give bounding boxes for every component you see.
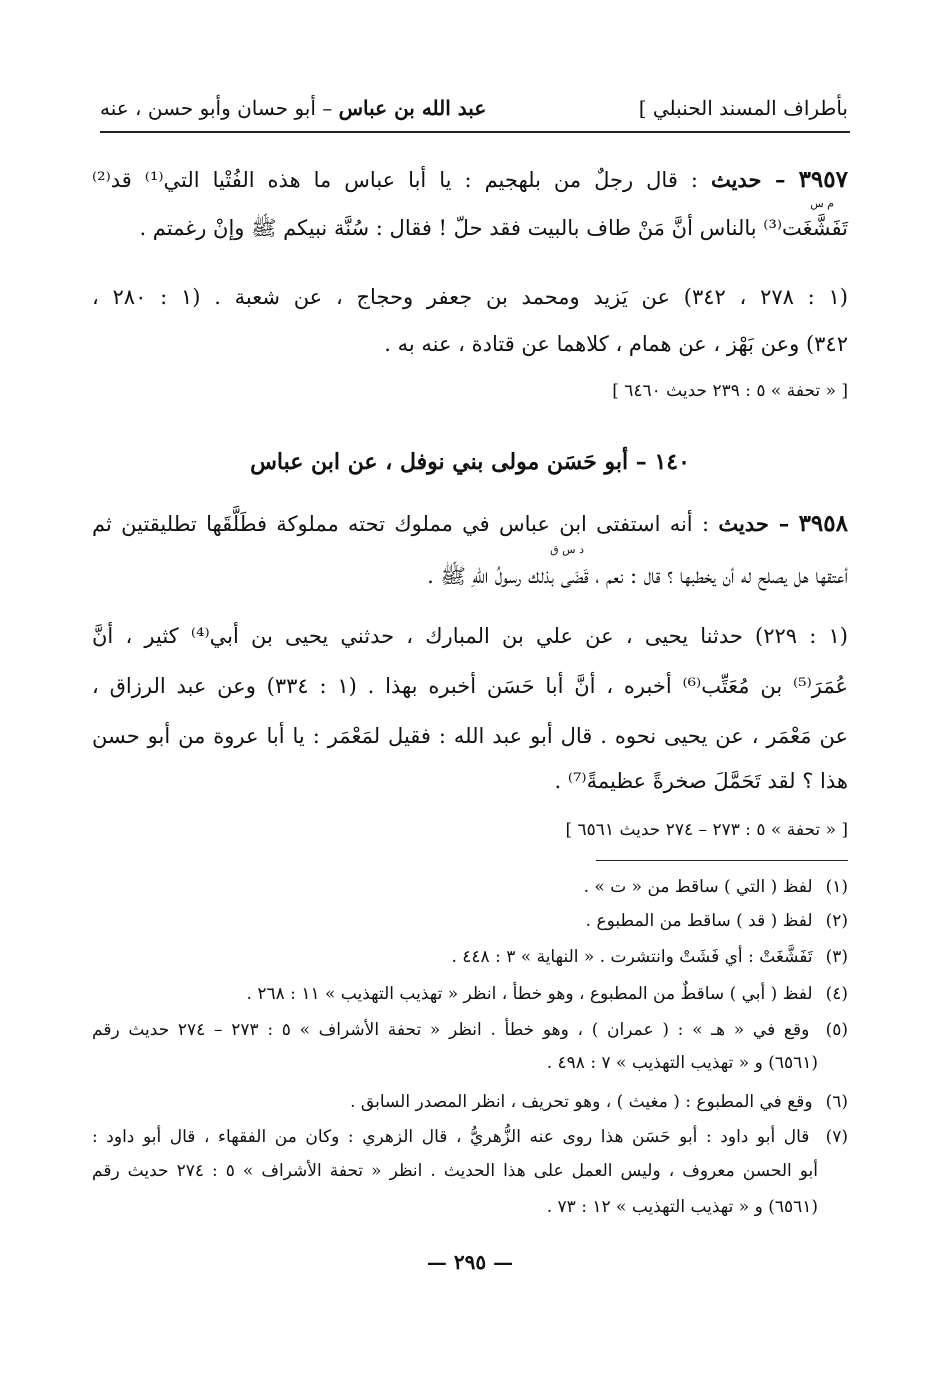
- hadith-3958-isnad2: عُمَرَ⁽⁵⁾ بن مُعَتِّب⁽⁶⁾ أخبره ، أنَّ أبا حَسَن أخبره بهذا . (١ : ٣٣٤) وعن عبد الرزاق ،: [92, 674, 848, 698]
- hadith-3957-text1: : قال رجلٌ من بلهجيم : يا أبا عباس ما هذه الفُتْيا التي⁽¹⁾ قد⁽²⁾: [92, 168, 698, 192]
- footnote-4-number: (٤): [825, 984, 848, 1004]
- section-140-title: ١٤٠ – أبو حَسَن مولى بني نوفل ، عن ابن عباس: [250, 449, 690, 475]
- footnote-7-number: (٧): [825, 1127, 848, 1147]
- footnote-separator: [596, 860, 848, 861]
- footnote-7: [92, 1127, 848, 1147]
- footnote-1-text: لفظ ( التي ) ساقط من « ت » .: [583, 877, 813, 897]
- hadith-3957-tuhfa-ref: [ « تحفة » ٥ : ٢٣٩ حديث ٦٤٦٠ ]: [612, 381, 848, 401]
- footnote-5-cont: (٦٥٦١) و « تهذيب التهذيب » ٧ : ٤٩٨ .: [546, 1053, 818, 1073]
- hadith-3957-sigla: م س: [810, 197, 834, 210]
- footnote-3-text: تَفَشَّغَتْ : أي فَشَتْ وانتشرت . « النهاية » ٣ : ٤٤٨ .: [451, 947, 813, 967]
- footnote-4: [92, 984, 848, 1004]
- page-number: — ٢٩٥ —: [426, 1250, 514, 1274]
- footnote-6: [92, 1092, 848, 1112]
- footnote-5-text: وقع في « هـ » : ( عمران ) ، وهو خطأ . انظر « تحفة الأشراف » ٥ : ٢٧٣ – ٢٧٤ حديث رقم: [92, 1020, 810, 1040]
- hadith-3957-number: ٣٩٥٧: [798, 166, 848, 193]
- footnote-6-text: وقع في المطبوع : ( مغيث ) ، وهو تحريف ، انظر المصدر السابق .: [350, 1092, 813, 1112]
- hadith-3957-line2: تَفَشَّغَت⁽³⁾ بالناس أنَّ مَنْ طاف بالبيت فقد حلّ ! فقال : سُنَّة نبيكم ﷺ وإنْ رغمتم .: [139, 216, 848, 240]
- hadith-3958-number: ٣٩٥٨: [798, 510, 848, 537]
- hadith-3958-isnad4: هذا ؟ لقد تَحَمَّلَ صخرةً عظيمةً⁽⁷⁾ .: [554, 769, 848, 793]
- header-chapter: [100, 96, 486, 120]
- header-chapter-bold: عبد الله بن عباس: [338, 96, 487, 120]
- hadith-3957-line1: [92, 166, 848, 193]
- hadith-3957-keyword: – حديث: [710, 167, 786, 192]
- hadith-3958-keyword: – حديث: [718, 511, 790, 536]
- hadith-3957-isnad1: (١ : ٢٧٨ ، ٣٤٢) عن يَزيد ومحمد بن جعفر وحجاج ، عن شعبة . (١ : ٢٨٠ ،: [92, 285, 848, 309]
- footnote-7-cont1: أبو الحسن معروف ، وليس العمل على هذا الحديث . انظر « تحفة الأشراف » ٥ : ٢٧٤ حديث رقم: [92, 1161, 818, 1181]
- hadith-3958-text1: : أنه استفتى ابن عباس في مملوك تحته مملوكة فطَلَّقَها تطليقتين ثم: [92, 512, 710, 536]
- hadith-3958-line1: [92, 510, 848, 537]
- header-chapter-rest: – أبو حسان وأبو حسن ، عنه: [100, 96, 333, 120]
- footnote-2-number: (٢): [825, 911, 848, 931]
- footnote-6-number: (٦): [825, 1092, 848, 1112]
- footnote-1: [92, 877, 848, 897]
- footnote-1-number: (١): [825, 877, 848, 897]
- hadith-3957-isnad2: ٣٤٢) وعن بَهْز ، عن همام ، كلاهما عن قتادة ، عنه به .: [384, 332, 848, 356]
- hadith-3958-tuhfa-ref: [ « تحفة » ٥ : ٢٧٣ – ٢٧٤ حديث ٦٥٦١ ]: [565, 820, 848, 840]
- footnote-5-number: (٥): [825, 1020, 848, 1040]
- footnote-7-cont2: (٦٥٦١) و « تهذيب التهذيب » ١٢ : ٧٣ .: [546, 1197, 818, 1217]
- hadith-3958-line2: أعتقها هل يصلح له أن يخطبها ؟ قال : نعم ، قَضَى بذلك رسولُ اللهِ ﷺ .: [427, 564, 848, 588]
- footnote-2-text: لفظ ( قد ) ساقط من المطبوع .: [585, 911, 813, 931]
- hadith-3958-isnad3: عن مَعْمَر ، عن يحيى نحوه . قال أبو عبد الله : فقيل لمَعْمَر : يا أبا عروة من أبو حسن: [92, 724, 848, 748]
- footnote-5: [92, 1020, 848, 1040]
- hadith-3958-sigla: د س ق: [550, 543, 584, 556]
- footnote-3-number: (٣): [825, 947, 848, 967]
- header-rule: [100, 131, 850, 133]
- header-book-title: بأطراف المسند الحنبلي ]: [638, 96, 848, 120]
- footnote-7-text: قال أبو داود : أبو حَسَن هذا روى عنه الزُّهريُّ ، قال الزهري : وكان من الفقهاء ، قال أبو داود :: [92, 1127, 810, 1147]
- footnote-2: [92, 911, 848, 931]
- hadith-3958-isnad1: (١ : ٢٢٩) حدثنا يحيى ، عن علي بن المبارك ، حدثني يحيى بن أبي⁽⁴⁾ كثير ، أنَّ: [92, 624, 848, 648]
- footnote-3: [92, 947, 848, 967]
- footnote-4-text: لفظ ( أبي ) ساقطٌ من المطبوع ، وهو خطأ ، انظر « تهذيب التهذيب » ١١ : ٢٦٨ .: [246, 984, 813, 1004]
